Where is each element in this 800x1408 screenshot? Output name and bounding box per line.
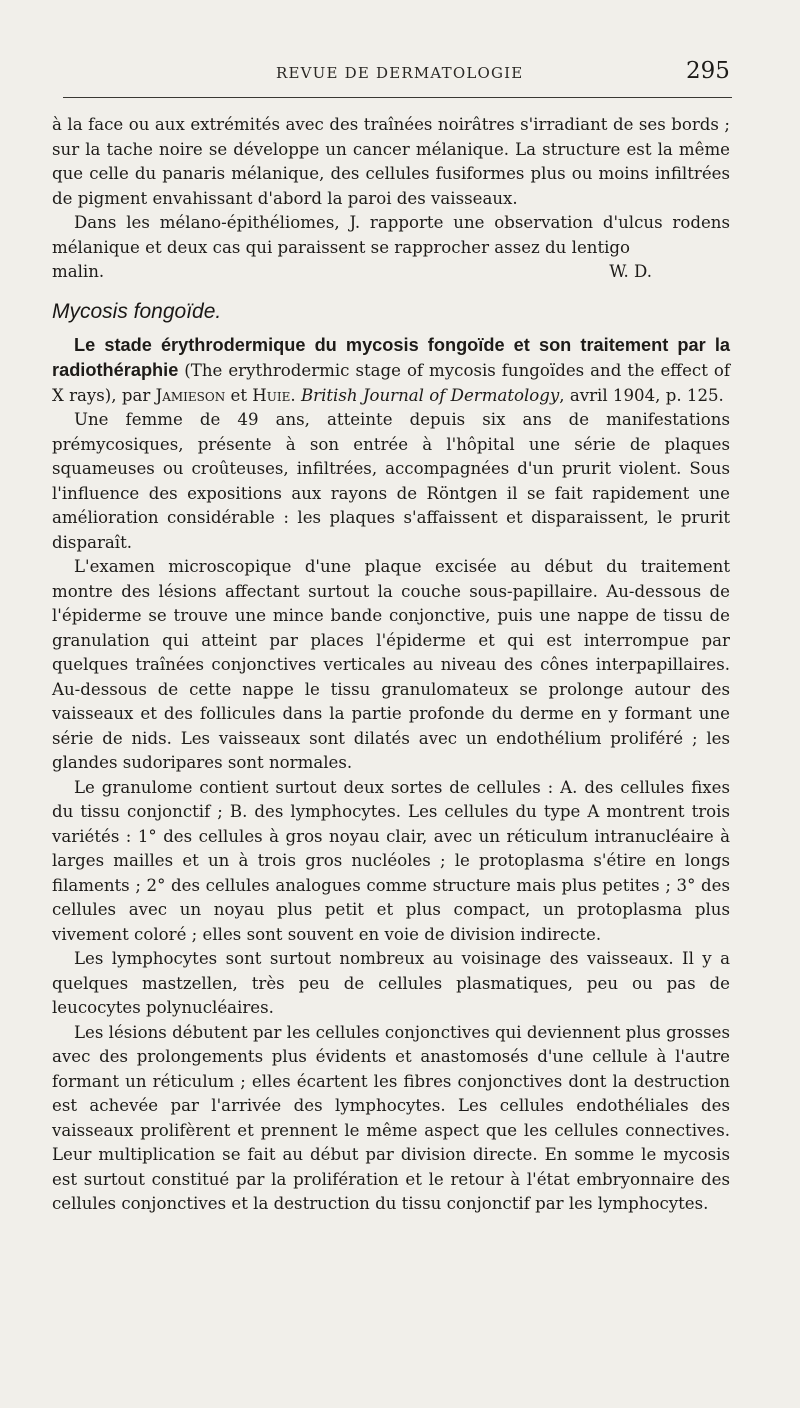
paragraph-granuloma: Le granulome contient surtout deux sortes de cellules : A. des cellules fixes du tissu conjonctif ; B. des lymphocytes. Les cellules du type A montrent trois variétés : 1° des cellules à gros noyau clair, avec un réticulum intranucléaire à larges mailles et un à trois gros nucléoles ; le protoplasma s'étire en longs filaments ; 2° des cellules analogues comme structure mais plus petites ; 3° des cellules avec un noyau plus petit et plus compact, un protoplasma plus vivement coloré ; elles sont souvent en voie de division indirecte. xyxy=(52,777,730,944)
article-heading xyxy=(52,333,730,409)
body-text xyxy=(52,113,730,1217)
journal-title: REVUE DE DERMATOLOGIE xyxy=(276,64,524,82)
section-title: Mycosis fongoïde. xyxy=(52,299,222,323)
author-signature: W. D. xyxy=(609,262,652,281)
citation: , avril 1904, p. 125. xyxy=(559,385,724,405)
author-huie: Huie xyxy=(252,385,291,405)
paragraph-microscopy: L'examen microscopique d'une plaque excisée au début du traitement montre des lésions affectant surtout la couche sous-papillaire. Au-dessous de l'épiderme se trouve une mince bande conjonctive, puis une nappe de tissu de granulation qui atteint par places l'épiderme et qui est interrompue par quelques traînées conjonctives verticales au niveau des cônes interpapillaires. Au-dessous de cette nappe le tissu granulomateux se prolonge autour des vaisseaux et des follicules dans la partie profonde du derme en y formant une série de nids. Les vaisseaux sont dilatés avec un endothélium proliféré ; les glandes sudoripares sont normales. xyxy=(52,557,730,772)
melano-paragraph-end xyxy=(52,260,730,285)
journal-name: British Journal of Dermatology xyxy=(300,385,560,405)
paragraph-lesions: Les lésions débutent par les cellules conjonctives qui deviennent plus grosses avec des prolongements plus évidents et anastomosés d'une cellule à l'autre formant un réticulum ; elles écartent les fibres conjonctives dont la destruction est achevée par l'arrivée des lymphocytes. Les cellules endothéliales des vaisseaux prolifèrent et prennent le même aspect que les cellules connectives. Leur multiplication se fait au début par division directe. En somme le mycosis est surtout constitué par la prolifération et le retour à l'état embryonnaire des cellules conjonctives et la destruction du tissu conjonctif par les lymphocytes. xyxy=(52,1022,730,1213)
header-rule xyxy=(63,97,732,98)
after-authors: . xyxy=(290,385,301,405)
article-title: Le stade érythrodermique du mycosis fongoïde et son traitement par la radiothéraphie xyxy=(52,334,730,380)
author-jamieson: Jamieson xyxy=(155,385,226,405)
melano-paragraph-last-word: malin. xyxy=(52,262,105,281)
paragraph-lymphocytes: Les lymphocytes sont surtout nombreux au voisinage des vaisseaux. Il y a quelques mastzellen, très peu de cellules plasmatiques, peu ou pas de leucocytes polynucléaires. xyxy=(52,949,730,1017)
page-number: 295 xyxy=(686,58,730,84)
author-join: et xyxy=(225,385,253,405)
melano-paragraph: Dans les mélano-épithéliomes, J. rapporte une observation d'ulcus rodens mélanique et deux cas qui paraissent se rapprocher assez du lentigo xyxy=(52,213,730,257)
running-header xyxy=(0,58,800,88)
paragraph-case: Une femme de 49 ans, atteinte depuis six ans de manifestations prémycosiques, présente à son entrée à l'hôpital une série de plaques squameuses ou croûteuses, infiltrées, accompagnées d'un prurit violent. Sous l'influence des expositions aux rayons de Röntgen il se fait rapidement une amélioration considérable : les plaques s'affaissent et disparaissent, le prurit disparaît. xyxy=(52,410,730,552)
article-english-title: (The erythrodermic stage of mycosis fungoïdes and the effect of X rays), par xyxy=(52,361,730,405)
continuation-paragraph: à la face ou aux extrémités avec des traînées noirâtres s'irradiant de ses bords ; sur la tache noire se développe un cancer mélanique. La structure est la même que celle du panaris mélanique, des cellules fusiformes plus ou moins infiltrées de pigment envahissant d'abord la paroi des vaisseaux. xyxy=(52,115,730,208)
